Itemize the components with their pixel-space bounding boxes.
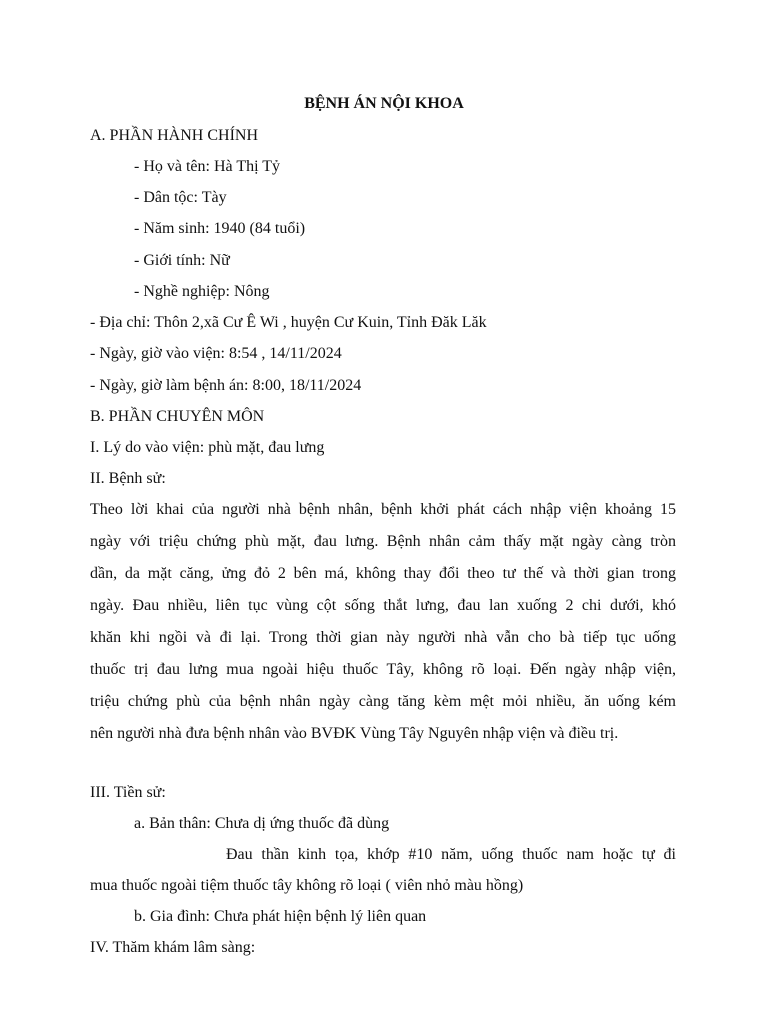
patient-name: - Họ và tên: Hà Thị Tỷ	[134, 158, 281, 175]
patient-gender: - Giới tính: Nữ	[134, 252, 230, 269]
admission-time: - Ngày, giờ vào viện: 8:54 , 14/11/2024	[90, 345, 342, 362]
personal-history-detail-continued: mua thuốc ngoài tiệm thuốc tây không rõ loại ( viên nhỏ màu hồng)	[90, 877, 524, 894]
history-line: ngày. Đau nhiều, liên tục vùng cột sống thắt lưng, đau lan xuống 2 chi dưới, khó	[90, 597, 676, 614]
history-line: nên người nhà đưa bệnh nhân vào BVĐK Vùng Tây Nguyên nhập viện và điều trị.	[90, 725, 619, 742]
patient-address: - Địa chỉ: Thôn 2,xã Cư Ê Wi , huyện Cư Kuin, Tỉnh Đăk Lăk	[90, 314, 487, 331]
past-history-heading: III. Tiền sử:	[90, 784, 166, 801]
history-line: Theo lời khai của người nhà bệnh nhân, bệnh khởi phát cách nhập viện khoảng 15	[90, 501, 676, 518]
personal-history-detail: Đau thần kinh tọa, khớp #10 năm, uống thuốc nam hoặc tự đi	[226, 846, 676, 863]
exam-heading: IV. Thăm khám lâm sàng:	[90, 939, 256, 956]
admission-reason: I. Lý do vào viện: phù mặt, đau lưng	[90, 439, 325, 456]
history-line: dần, da mặt căng, ửng đỏ 2 bên má, không thay đổi theo tư thế và thời gian trong	[90, 565, 676, 582]
personal-history: a. Bản thân: Chưa dị ứng thuốc đã dùng	[134, 815, 390, 832]
record-time: - Ngày, giờ làm bệnh án: 8:00, 18/11/2024	[90, 377, 362, 394]
patient-ethnicity: - Dân tộc: Tày	[134, 189, 227, 206]
patient-occupation: - Nghề nghiệp: Nông	[134, 283, 270, 300]
history-line: triệu chứng phù của bệnh nhân ngày càng tăng kèm mệt mỏi nhiều, ăn uống kém	[90, 693, 676, 710]
history-line: ngày với triệu chứng phù mặt, đau lưng. Bệnh nhân cảm thấy mặt ngày càng tròn	[90, 533, 676, 550]
family-history: b. Gia đình: Chưa phát hiện bệnh lý liên quan	[134, 908, 427, 925]
section-b-heading: B. PHẦN CHUYÊN MÔN	[90, 408, 265, 425]
document-title: BỆNH ÁN NỘI KHOA	[304, 95, 464, 112]
history-heading: II. Bệnh sử:	[90, 470, 166, 487]
patient-birth-year: - Năm sinh: 1940 (84 tuổi)	[134, 220, 306, 237]
history-line: khăn khi ngồi và đi lại. Trong thời gian này người nhà vẫn cho bà tiếp tục uống	[90, 629, 676, 646]
section-a-heading: A. PHẦN HÀNH CHÍNH	[90, 127, 258, 144]
history-line: thuốc trị đau lưng mua ngoài hiệu thuốc Tây, không rõ loại. Đến ngày nhập viện,	[90, 661, 676, 678]
